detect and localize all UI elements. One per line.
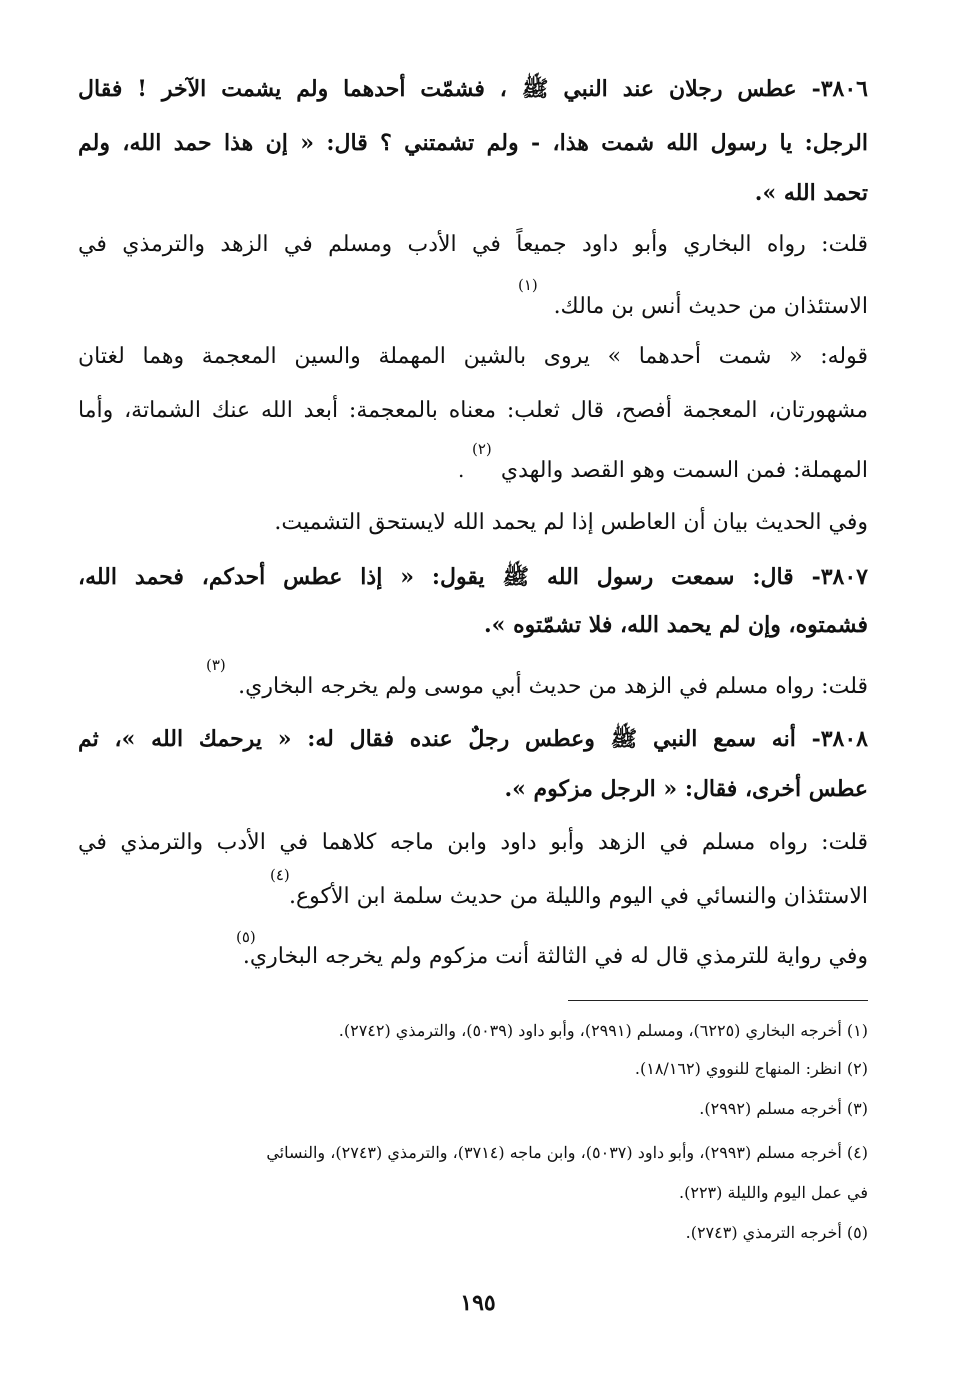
comment-3808-line-2: الاستئذان والنسائي في اليوم والليلة من حديث سلمة ابن الأكوع. [289, 884, 868, 909]
hadith-3806-line-1: ٣٨٠٦- عطس رجلان عند النبي ﷺ ، فشمّت أحدهما ولم يشمت الآخر ! فقال [78, 76, 868, 102]
page-number: ١٩٥ [460, 1290, 496, 1316]
commentary-line-2: مشهورتان، المعجمة أفصح، قال ثعلب: معناه بالمعجمة: أبعد الله عنك الشماتة، وأما [78, 398, 868, 423]
hadith-3806-line-3: تحمد الله ». [754, 180, 868, 206]
footnote-ref-2: (٢) [472, 440, 492, 458]
footnote-3: (٣) أخرجه مسلم (٢٩٩٢). [699, 1099, 868, 1118]
commentary-line-4: وفي الحديث بيان أن العاطس إذا لم يحمد الله لايستحق التشميت. [274, 510, 868, 535]
comment-3806-line-1: قلت: رواه البخاري وأبو داود جميعاً في الأدب ومسلم في الزهد والترمذي في [78, 232, 868, 257]
comment-3807-line-1: قلت: رواه مسلم في الزهد من حديث أبي موسى ولم يخرجه البخاري. [238, 674, 868, 699]
hadith-3806-line-2: الرجل: يا رسول الله شمت هذا، - ولم تشمتني ؟ قال: « إن هذا حمد الله، ولم [78, 130, 868, 156]
footnote-ref-1: (١) [518, 276, 538, 294]
footnote-ref-5: (٥) [236, 928, 256, 946]
comment-3806-line-2: الاستئذان من حديث أنس بن مالك. [553, 294, 868, 319]
footnote-5: (٥) أخرجه الترمذي (٢٧٤٣). [685, 1223, 868, 1242]
hadith-3807-line-2: فشمتوه، وإن لم يحمد الله، فلا تشمّتوه ». [484, 612, 868, 638]
footnote-ref-4: (٤) [270, 866, 290, 884]
footnote-1: (١) أخرجه البخاري (٦٢٢٥)، ومسلم (٢٩٩١)، وأبو داود (٥٠٣٩)، والترمذي (٢٧٤٢). [338, 1021, 868, 1040]
comment-3808-line-1: قلت: رواه مسلم في الزهد وأبو داود وابن ماجه كلاهما في الأدب والترمذي في [78, 830, 868, 855]
footnote-2: (٢) انظر: المنهاج للنووي (١٨/١٦٢). [634, 1059, 868, 1078]
commentary-line-1: قوله: « شمت أحدهما » يروى بالشين المهملة والسين المعجمة وهما لغتان [78, 344, 868, 369]
comment-3808-line-3: وفي رواية للترمذي قال له في الثالثة أنت مزكوم ولم يخرجه البخاري. [242, 944, 868, 969]
hadith-3807-line-1: ٣٨٠٧- قال: سمعت رسول الله ﷺ يقول: « إذا عطس أحدكم، فحمد الله، [78, 564, 868, 590]
footnote-separator [568, 1000, 868, 1001]
footnote-4-line-1: (٤) أخرجه مسلم (٢٩٩٣)، وأبو داود (٥٠٣٧)، وابن ماجه (٣٧١٤)، والترمذي (٢٧٤٣)، والنسائي [266, 1143, 868, 1162]
commentary-period: . [458, 458, 465, 482]
hadith-3808-line-2: عطس أخرى، فقال: « الرجل مزكوم ». [504, 776, 868, 802]
hadith-3808-line-1: ٣٨٠٨- أنه سمع النبي ﷺ وعطس رجلٌ عنده فقال له: « يرحمك الله »، ثم [78, 726, 868, 752]
commentary-line-3: المهملة: فمن السمت وهو القصد والهدي [500, 458, 868, 483]
footnote-ref-3: (٣) [206, 656, 226, 674]
footnote-4-line-2: في عمل اليوم والليلة (٢٢٣). [679, 1183, 868, 1202]
